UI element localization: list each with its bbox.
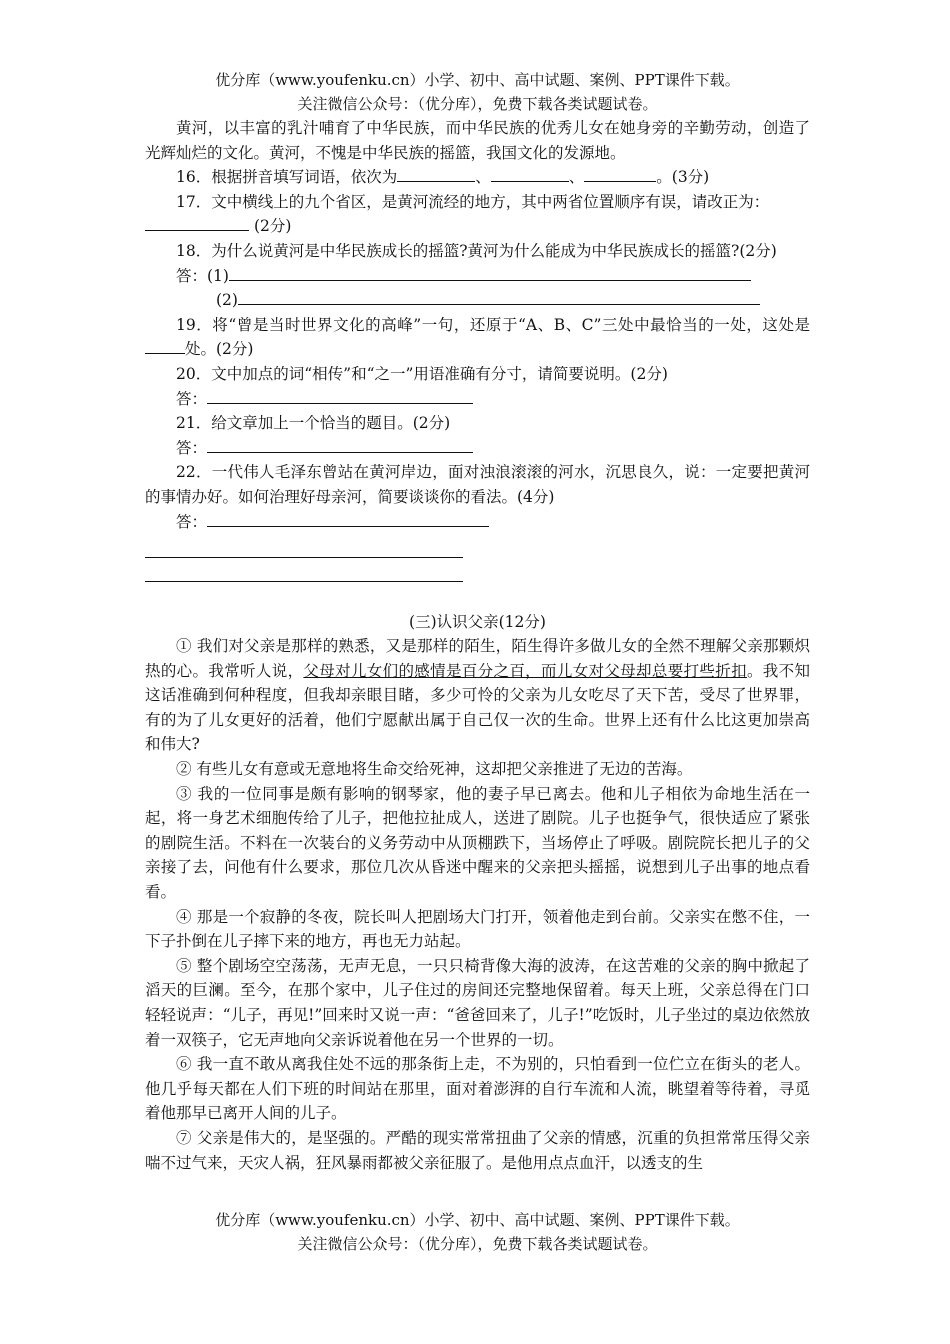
s3-paragraph-7: ⑦ 父亲是伟大的，是坚强的。严酷的现实常常扭曲了父亲的情感，沉重的负担常常压得父亲喘不过气来，天灾人祸，狂风暴雨都被父亲征服了。是他用点点血汗，以透支的生 — [145, 1128, 810, 1172]
q17-text: 17．文中横线上的九个省区，是黄河流经的地方，其中两省位置顺序有误，请改正为： — [176, 192, 770, 211]
q16-sep-2: 、 — [568, 168, 585, 187]
q18-answer-label: 答：(1) — [176, 266, 229, 285]
q21-answer — [145, 436, 810, 461]
q18-answer-label-2: (2) — [216, 291, 238, 310]
s3-p1-underlined: 父母对儿女们的感情是百分之百，而儿女对父母却总要打些折扣 — [303, 661, 747, 680]
q20-answer-label: 答： — [176, 389, 208, 408]
footer-line-2: 关注微信公众号：（优分库），免费下载各类试题试卷。 — [297, 1235, 658, 1253]
intro-paragraph: 黄河，以丰富的乳汁哺育了中华民族，而中华民族的优秀儿女在她身旁的辛勤劳动，创造了光辉灿烂的文化。黄河，不愧是中华民族的摇篮，我国文化的发源地。 — [145, 119, 810, 162]
q22-answer-label: 答： — [176, 512, 208, 531]
q18-answer-2 — [145, 288, 810, 313]
document-page — [145, 68, 810, 1175]
q18-blank-2[interactable] — [238, 288, 760, 305]
q21-answer-label: 答： — [176, 438, 208, 457]
q16-blank-2[interactable] — [491, 165, 569, 182]
s3-paragraph-3: ③ 我的一位同事是颇有影响的钢琴家，他的妻子早已离去。他和儿子相依为命地生活在一起，将一身艺术细胞传给了儿子，把他拉扯成人，送进了剧院。儿子也挺争气，很快适应了紧张的剧院生活。不料在一次装台的义务劳动中从顶棚跌下，当场停止了呼吸。剧院院长把儿子的父亲接了去，问他有什么要求，那位几次从昏迷中醒来的父亲把头摇摇，说想到儿子出事的地点看看。 — [145, 784, 810, 902]
s3-paragraph-6: ⑥ 我一直不敢从离我住处不远的那条街上走，不为别的，只怕看到一位伫立在街头的老人。他几乎每天都在人们下班的时间站在那里，面对着澎湃的自行车流和人流，眺望着等待着，寻觅着他那早已离开人间的儿子。 — [145, 1055, 810, 1123]
s3-paragraph-5: ⑤ 整个剧场空空荡荡，无声无息，一只只椅背像大海的波涛，在这苦难的父亲的胸中掀起了滔天的巨澜。至今，在那个家中，儿子住过的房间还完整地保留着。每天上班，父亲总得在门口轻轻说声：“儿子，再见!”回来时又说一声：“爸爸回来了，儿子!”吃饭时，儿子坐过的桌边依然放着一双筷子，它无声地向父亲诉说着他在另一个世界的一切。 — [145, 956, 810, 1049]
s3-p1-part-a: ① 我们对父亲是那样的熟悉，又是那样的陌生，陌生得许多做儿女的全然不理解父亲那颗炽热的心。我常听人说， — [145, 637, 810, 680]
s3-paragraph-4: ④ 那是一个寂静的冬夜，院长叫人把剧场大门打开，领着他走到台前。父亲实在憋不住，一下子扑倒在儿子摔下来的地方，再也无力站起。 — [145, 907, 810, 951]
q22-blank-1[interactable] — [207, 510, 489, 527]
question-16 — [145, 165, 810, 190]
s3-paragraph-1 — [145, 634, 810, 757]
q16-blank-3[interactable] — [584, 165, 656, 182]
header-line-2: 关注微信公众号：（优分库），免费下载各类试题试卷。 — [297, 95, 658, 113]
q22-blank-3[interactable] — [145, 558, 463, 582]
q20-blank[interactable] — [207, 387, 473, 404]
footer-line-1: 优分库（www.youfenku.cn）小学、初中、高中试题、案例、PPT课件下载。 — [215, 1211, 740, 1229]
q19-blank[interactable] — [145, 337, 185, 354]
q22-blank-2[interactable] — [145, 534, 463, 558]
q17-end: (2分) — [253, 217, 292, 236]
q21-blank[interactable] — [207, 436, 473, 453]
question-19 — [145, 313, 810, 362]
question-22: 22．一代伟人毛泽东曾站在黄河岸边，面对浊浪滚滚的河水，沉思良久，说：一定要把黄河的事情办好。如何治理好母亲河，简要谈谈你的看法。(4分) — [145, 463, 810, 506]
header-line-1: 优分库（www.youfenku.cn）小学、初中、高中试题、案例、PPT课件下载。 — [215, 71, 740, 89]
q20-answer — [145, 387, 810, 412]
q19-text: 19．将“曾是当时世界文化的高峰”一句，还原于“A、B、C”三处中最恰当的一处，这处是 — [176, 315, 810, 334]
footer — [145, 1208, 810, 1256]
question-21: 21．给文章加上一个恰当的题目。(2分) — [176, 414, 451, 433]
q17-blank[interactable] — [145, 214, 249, 231]
s3-p1-part-b: 。我不知这话准确到何种程度，但我却亲眼目睹，多少可怜的父亲为儿女吃尽了天下苦，受尽了世界罪，有的为了儿女更好的活着，他们宁愿献出属于自己仅一次的生命。世界上还有什么比这更加崇高和伟大? — [145, 661, 810, 754]
q22-answer — [145, 510, 810, 535]
q16-sep-1: 、 — [475, 168, 491, 187]
q16-blank-1[interactable] — [397, 165, 475, 182]
question-18: 18．为什么说黄河是中华民族成长的摇篮?黄河为什么能成为中华民族成长的摇篮?(2分) — [176, 241, 777, 260]
q18-answer-1 — [145, 264, 810, 289]
q16-end: 。(3分) — [656, 168, 710, 187]
question-17 — [145, 190, 810, 215]
question-20: 20．文中加点的词“相传”和“之一”用语准确有分寸，请简要说明。(2分) — [176, 364, 668, 383]
s3-paragraph-2: ② 有些儿女有意或无意地将生命交给死神，这却把父亲推进了无边的苦海。 — [176, 760, 693, 779]
section-3-title: (三)认识父亲(12分) — [409, 613, 546, 632]
q16-text: 16．根据拼音填写词语，依次为 — [176, 168, 398, 187]
q19-end: 处。(2分) — [185, 340, 254, 359]
q18-blank-1[interactable] — [229, 264, 751, 281]
